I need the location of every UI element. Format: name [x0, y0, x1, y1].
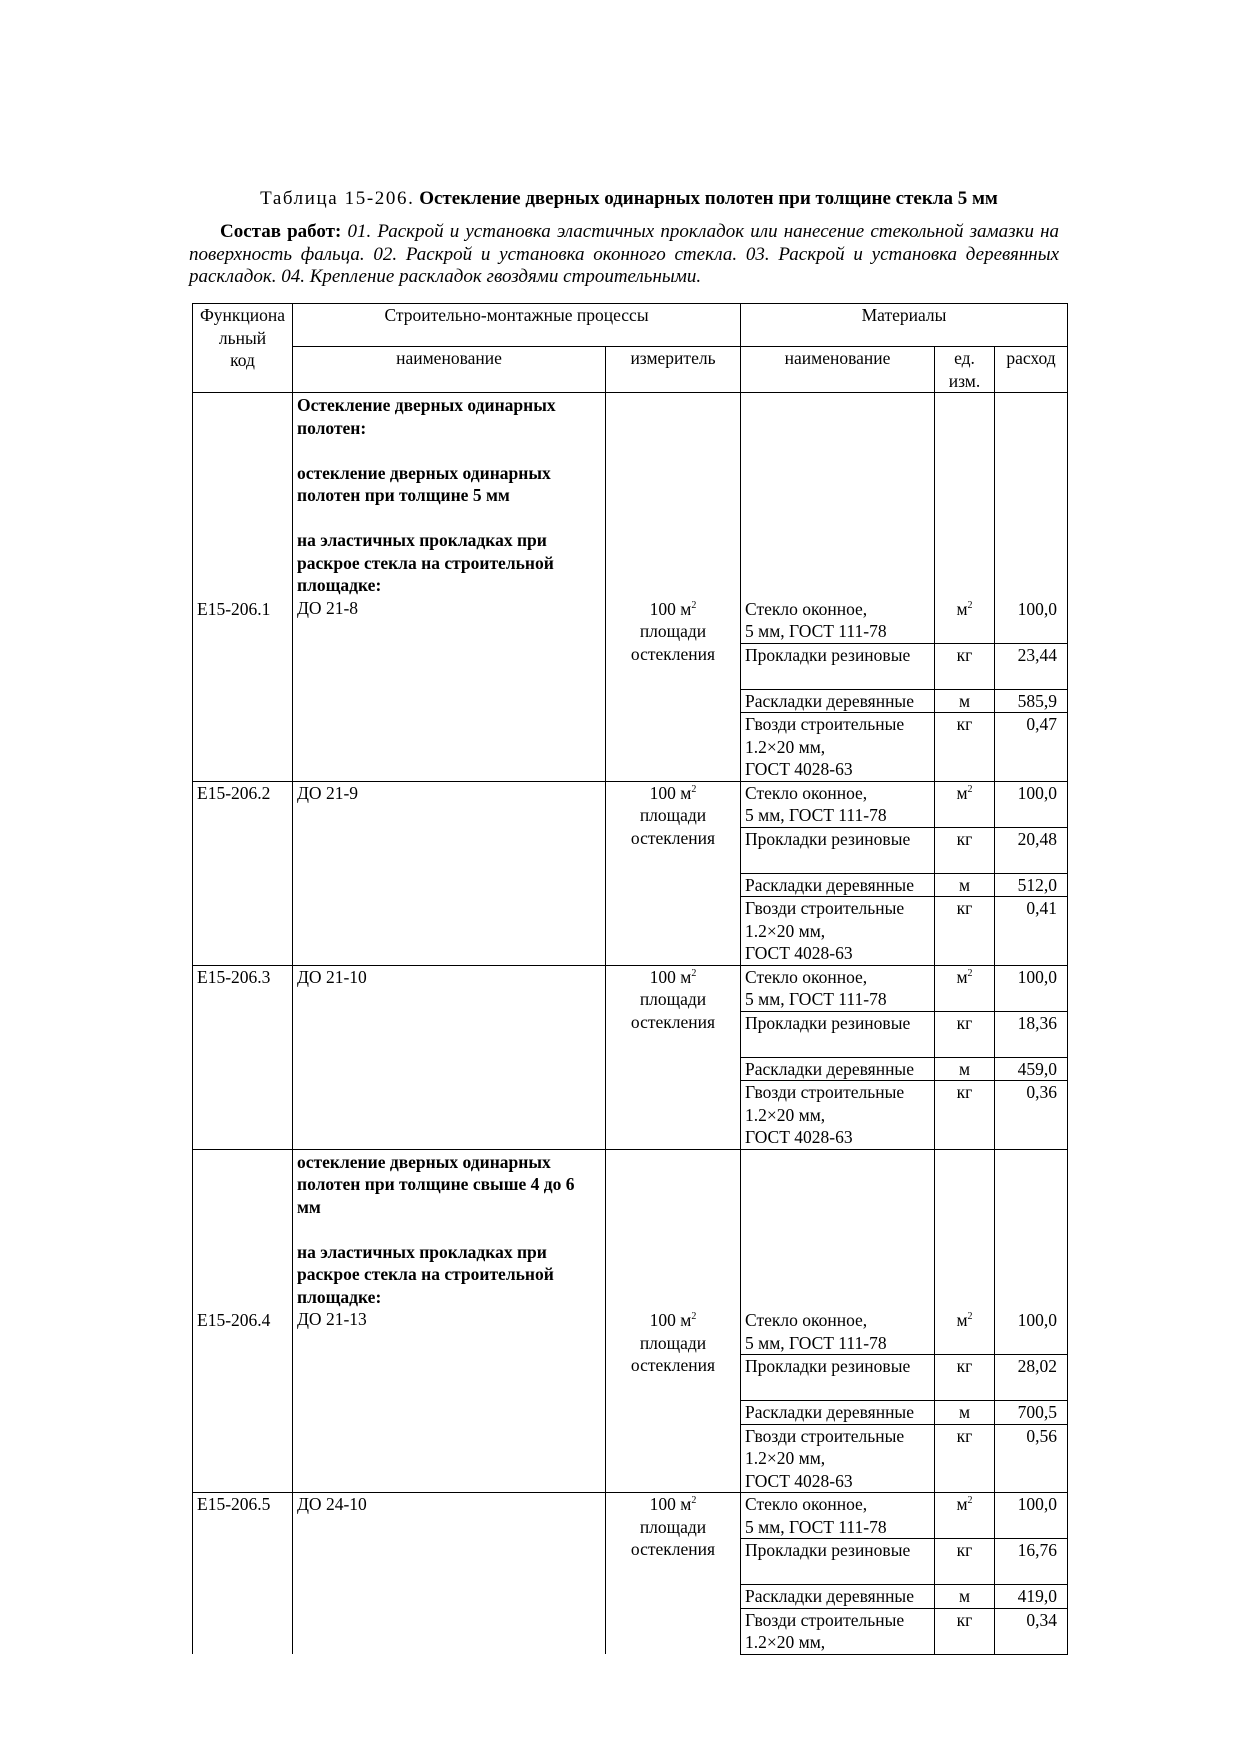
consumption-cell [995, 1401, 1068, 1425]
material-name-cell [741, 393, 935, 644]
unit-value: кг [956, 644, 973, 665]
material-name-cell [741, 873, 935, 897]
unit-power: 2 [967, 783, 973, 795]
consumption-cell [995, 1149, 1068, 1355]
consumption-cell [995, 1355, 1068, 1401]
material-name-cell [741, 1424, 935, 1493]
unit-value: кг [956, 1082, 973, 1102]
functional-code: Е15-206.1 [197, 598, 271, 619]
material-name-cell [741, 1355, 935, 1401]
meter-line: площади [639, 1332, 707, 1353]
functional-code: Е15-206.4 [197, 1310, 271, 1330]
group-heading-line: полотен при толщине свыше 4 до 6 [297, 1174, 575, 1194]
process-code: ДО 21-13 [297, 1309, 367, 1329]
consumption-cell [995, 689, 1068, 713]
unit-cell [935, 1585, 995, 1609]
unit-power: 2 [967, 1311, 973, 1322]
meter-line: остекления [630, 1539, 716, 1559]
group-heading-line: раскрое стекла на строительной [297, 1264, 554, 1284]
material-name-line: 1.2×20 мм, [745, 920, 826, 941]
group-heading [297, 393, 601, 597]
consumption-value: 23,44 [1017, 644, 1058, 665]
meter-unit-power: 2 [691, 1311, 697, 1322]
group-heading-line [297, 439, 601, 462]
consumption-value: 459,0 [1017, 1058, 1058, 1079]
blank-line [745, 1034, 930, 1057]
material-name-line: 1.2×20 мм, [745, 1632, 826, 1652]
unit-value: м [956, 598, 968, 619]
unit-value: кг [956, 1012, 973, 1033]
material-name-line: Раскладки деревянные [745, 874, 914, 895]
consumption-cell [995, 1011, 1068, 1057]
meter-line [610, 1493, 736, 1516]
material-name-line: Гвозди строительные [745, 898, 905, 918]
code-cell [193, 781, 293, 965]
consumption-value: 20,48 [1017, 828, 1058, 849]
group-heading-line [297, 507, 601, 530]
header-unit [935, 347, 995, 393]
process-name-cell [293, 1493, 606, 1655]
group-heading-line: площадке: [297, 1286, 382, 1307]
group-heading [297, 1150, 601, 1309]
material-name-line: ГОСТ 4028-63 [745, 1470, 853, 1491]
meter-line [610, 782, 736, 805]
consumption-cell [995, 1493, 1068, 1539]
process-name-cell [293, 1149, 606, 1493]
consumption-cell [995, 873, 1068, 897]
unit-value: м [958, 1586, 971, 1606]
meter-spacer [610, 1150, 736, 1310]
header-code-line: Функциона [199, 305, 286, 325]
header-material-name: наименование [741, 347, 935, 393]
code-cell [193, 965, 293, 1149]
material-name-line: ГОСТ 4028-63 [745, 759, 853, 779]
material-name-line: 1.2×20 мм, [745, 1448, 826, 1468]
group-heading-line: остекление дверных одинарных [297, 462, 551, 483]
material-name-line: ГОСТ 4028-63 [745, 943, 853, 963]
functional-code: Е15-206.5 [197, 1494, 271, 1514]
unit-value: м [958, 690, 971, 711]
group-heading-line [297, 1218, 601, 1241]
work-composition-text: 01. Раскрой и установка эластичных прокладок или нанесение стекольной замазки на поверхность фальца. 02. Раскрой и установка оконного стекла. 03. Раскрой и установка деревянных раскладок. 04. Крепление раскладок гвоздями строительными. [189, 221, 1060, 287]
consumption-cell [995, 781, 1068, 827]
material-name-cell [741, 1608, 935, 1654]
unit-cell [935, 965, 995, 1011]
material-name-cell [741, 1493, 935, 1539]
unit-power: 2 [967, 1495, 973, 1506]
meter-unit-power: 2 [691, 783, 697, 795]
material-name-line: Прокладки резиновые [745, 1356, 911, 1376]
header-consumption: расход [995, 347, 1068, 393]
material-name-line: Стекло оконное, [745, 966, 868, 987]
consumption-cell [995, 1539, 1068, 1585]
material-name-line: Прокладки резиновые [745, 828, 911, 849]
material-name-line: 5 мм, ГОСТ 111-78 [745, 805, 887, 825]
consumption-value: 100,0 [1017, 966, 1058, 987]
table-caption: Остекление дверных одинарных полотен при толщине стекла 5 мм [419, 188, 998, 209]
material-name-line: Гвозди строительные [745, 1425, 905, 1446]
material-name-line: Раскладки деревянные [745, 1402, 914, 1422]
material-name-line: 1.2×20 мм, [745, 736, 826, 757]
consumption-spacer [999, 393, 1057, 598]
table-row [193, 1493, 1068, 1539]
consumption-value: 0,41 [1026, 898, 1058, 918]
unit-value: кг [956, 1425, 973, 1446]
consumption-value: 0,56 [1026, 1425, 1058, 1446]
meter-line [610, 1309, 736, 1332]
material-name-line: ГОСТ 4028-63 [745, 1127, 853, 1147]
unit-cell [935, 1493, 995, 1539]
meter-line: площади [639, 989, 707, 1009]
consumption-cell [995, 1081, 1068, 1150]
code-cell [193, 1493, 293, 1655]
material-name-line: Стекло оконное, [745, 1310, 868, 1330]
consumption-value: 100,0 [1017, 598, 1058, 619]
material-name-line: Стекло оконное, [745, 598, 868, 619]
consumption-value: 100,0 [1017, 1310, 1058, 1330]
work-composition-label: Состав работ: [220, 221, 342, 242]
unit-cell [935, 781, 995, 827]
unit-cell [935, 1355, 995, 1401]
consumption-cell [995, 393, 1068, 644]
consumption-value: 0,36 [1026, 1082, 1058, 1102]
consumption-value: 100,0 [1017, 1494, 1058, 1514]
code-cell [193, 393, 293, 782]
table-row [193, 1149, 1068, 1355]
unit-cell [935, 1401, 995, 1425]
unit-cell [935, 827, 995, 873]
unit-cell [935, 643, 995, 689]
consumption-value: 0,47 [1026, 714, 1058, 734]
material-name-cell [741, 1011, 935, 1057]
consumption-value: 100,0 [1017, 782, 1058, 803]
meter-line: площади [639, 1516, 707, 1537]
header-unit-line: изм. [948, 370, 981, 391]
material-name-line: Гвозди строительные [745, 1082, 905, 1102]
meter-value: 100 м [649, 1494, 692, 1514]
material-name-cell [741, 1057, 935, 1081]
consumption-value: 585,9 [1017, 690, 1058, 711]
unit-value: м [956, 966, 968, 987]
consumption-value: 0,34 [1026, 1609, 1058, 1630]
process-code: ДО 24-10 [297, 1494, 367, 1514]
material-name-cell [741, 643, 935, 689]
blank-line [745, 1562, 930, 1585]
consumption-value: 419,0 [1017, 1586, 1058, 1606]
unit-value: м [958, 1402, 971, 1422]
table-number: Таблица 15-206. [260, 188, 415, 209]
header-meter: измеритель [606, 347, 741, 393]
material-name-line: Раскладки деревянные [745, 1586, 914, 1606]
meter-line: площади [639, 805, 707, 825]
material-name-line: Стекло оконное, [745, 1494, 868, 1514]
unit-value: м [958, 874, 971, 895]
unit-value: м [956, 1494, 968, 1514]
group-heading-line: мм [297, 1196, 321, 1217]
meter-value: 100 м [649, 966, 692, 987]
material-name-line: Гвозди строительные [745, 1609, 905, 1630]
material-name-cell [741, 897, 935, 966]
material-name-line: 5 мм, ГОСТ 111-78 [745, 1516, 887, 1537]
material-name-line: Прокладки резиновые [745, 644, 911, 665]
meter-line: остекления [630, 1011, 716, 1032]
meter-line: площади [639, 621, 707, 641]
meter-unit-power: 2 [691, 599, 697, 611]
norms-table [192, 303, 1068, 1655]
group-heading-line: полотен: [297, 417, 367, 438]
unit-cell [935, 1011, 995, 1057]
unit-spacer [939, 393, 990, 598]
process-name-cell [293, 965, 606, 1149]
unit-cell [935, 1057, 995, 1081]
consumption-cell [995, 965, 1068, 1011]
unit-cell [935, 873, 995, 897]
material-name-cell [741, 1401, 935, 1425]
material-name-cell [741, 713, 935, 782]
meter-value: 100 м [649, 1310, 692, 1330]
unit-cell [935, 897, 995, 966]
consumption-value: 28,02 [1017, 1356, 1058, 1376]
material-name-line: Стекло оконное, [745, 782, 868, 803]
material-name-cell [741, 781, 935, 827]
consumption-cell [995, 643, 1068, 689]
unit-cell [935, 1539, 995, 1585]
meter-value: 100 м [649, 598, 692, 619]
functional-code: Е15-206.2 [197, 782, 271, 803]
consumption-cell [995, 1608, 1068, 1654]
meter-cell [606, 965, 741, 1149]
consumption-value: 16,76 [1017, 1540, 1058, 1560]
unit-value: кг [956, 1356, 973, 1376]
group-heading-line: Остекление дверных одинарных [297, 395, 556, 415]
unit-value: кг [956, 898, 973, 918]
unit-value: кг [956, 828, 973, 849]
unit-cell [935, 393, 995, 644]
meter-spacer [610, 393, 736, 598]
header-unit-line: ед. [954, 348, 975, 368]
consumption-value: 700,5 [1017, 1402, 1058, 1422]
material-name-cell [741, 965, 935, 1011]
blank-line [745, 1378, 930, 1401]
meter-value: 100 м [649, 782, 692, 803]
consumption-cell [995, 827, 1068, 873]
meter-line: остекления [630, 1355, 716, 1375]
unit-power: 2 [967, 599, 973, 611]
unit-value: м [956, 1310, 968, 1330]
unit-cell [935, 713, 995, 782]
meter-unit-power: 2 [691, 1495, 697, 1506]
unit-value: кг [956, 714, 973, 734]
material-name-line: Прокладки резиновые [745, 1012, 911, 1033]
header-code-line: льный [218, 327, 267, 348]
consumption-value: 512,0 [1017, 874, 1058, 895]
header-row-1 [193, 304, 1068, 347]
unit-value: кг [956, 1609, 973, 1630]
unit-spacer [939, 1150, 990, 1310]
material-name-cell [741, 1081, 935, 1150]
header-row-2 [193, 347, 1068, 393]
material-name-line: 5 мм, ГОСТ 111-78 [745, 989, 887, 1009]
consumption-cell [995, 1585, 1068, 1609]
material-name-line: Раскладки деревянные [745, 1058, 914, 1079]
material-spacer [745, 393, 930, 598]
unit-cell [935, 1608, 995, 1654]
material-name-line: 5 мм, ГОСТ 111-78 [745, 1332, 887, 1353]
group-heading-line: на эластичных прокладках при [297, 530, 547, 550]
group-heading-line: на эластичных прокладках при [297, 1241, 547, 1262]
material-name-cell [741, 827, 935, 873]
material-name-cell [741, 1585, 935, 1609]
material-name-cell [741, 689, 935, 713]
group-heading-line: полотен при толщине 5 мм [297, 485, 510, 505]
material-name-cell [741, 1539, 935, 1585]
unit-cell [935, 1081, 995, 1150]
consumption-cell [995, 1424, 1068, 1493]
material-name-line: Гвозди строительные [745, 714, 905, 734]
header-materials: Материалы [741, 304, 1068, 347]
process-code: ДО 21-9 [297, 782, 359, 803]
consumption-cell [995, 897, 1068, 966]
group-heading-line: остекление дверных одинарных [297, 1151, 551, 1172]
material-spacer [745, 1150, 930, 1310]
header-code-line: код [230, 350, 255, 370]
material-name-line: Прокладки резиновые [745, 1540, 911, 1560]
blank-line [745, 850, 930, 873]
material-name-cell [741, 1149, 935, 1355]
process-code: ДО 21-10 [297, 966, 367, 987]
code-cell [193, 1149, 293, 1493]
work-composition [189, 221, 1059, 289]
unit-value: м [958, 1058, 971, 1079]
meter-cell [606, 1493, 741, 1655]
group-heading-line: площадке: [297, 575, 382, 595]
material-name-line: 5 мм, ГОСТ 111-78 [745, 621, 887, 641]
code-spacer [197, 1150, 288, 1310]
table-title [189, 187, 1069, 211]
header-code [193, 304, 293, 393]
unit-value: м [956, 782, 968, 803]
meter-cell [606, 781, 741, 965]
process-name-cell [293, 781, 606, 965]
meter-cell [606, 1149, 741, 1493]
consumption-cell [995, 1057, 1068, 1081]
unit-cell [935, 1424, 995, 1493]
meter-line: остекления [630, 643, 716, 664]
consumption-spacer [999, 1150, 1057, 1310]
header-process-name: наименование [293, 347, 606, 393]
unit-power: 2 [967, 967, 973, 979]
process-name-cell [293, 393, 606, 782]
table-row [193, 781, 1068, 827]
consumption-value: 18,36 [1017, 1012, 1058, 1033]
code-spacer [197, 393, 288, 598]
material-name-line: 1.2×20 мм, [745, 1104, 826, 1125]
unit-cell [935, 689, 995, 713]
material-name-line: Раскладки деревянные [745, 690, 914, 711]
blank-line [745, 666, 930, 689]
unit-value: кг [956, 1540, 973, 1560]
table-row [193, 965, 1068, 1011]
header-processes: Строительно-монтажные процессы [293, 304, 741, 347]
process-code: ДО 21-8 [297, 597, 359, 618]
functional-code: Е15-206.3 [197, 966, 271, 987]
meter-line [610, 598, 736, 621]
meter-line: остекления [630, 827, 716, 848]
meter-cell [606, 393, 741, 782]
table-row [193, 393, 1068, 644]
meter-line [610, 966, 736, 989]
unit-cell [935, 1149, 995, 1355]
meter-unit-power: 2 [691, 967, 697, 979]
consumption-cell [995, 713, 1068, 782]
group-heading-line: раскрое стекла на строительной [297, 552, 554, 573]
